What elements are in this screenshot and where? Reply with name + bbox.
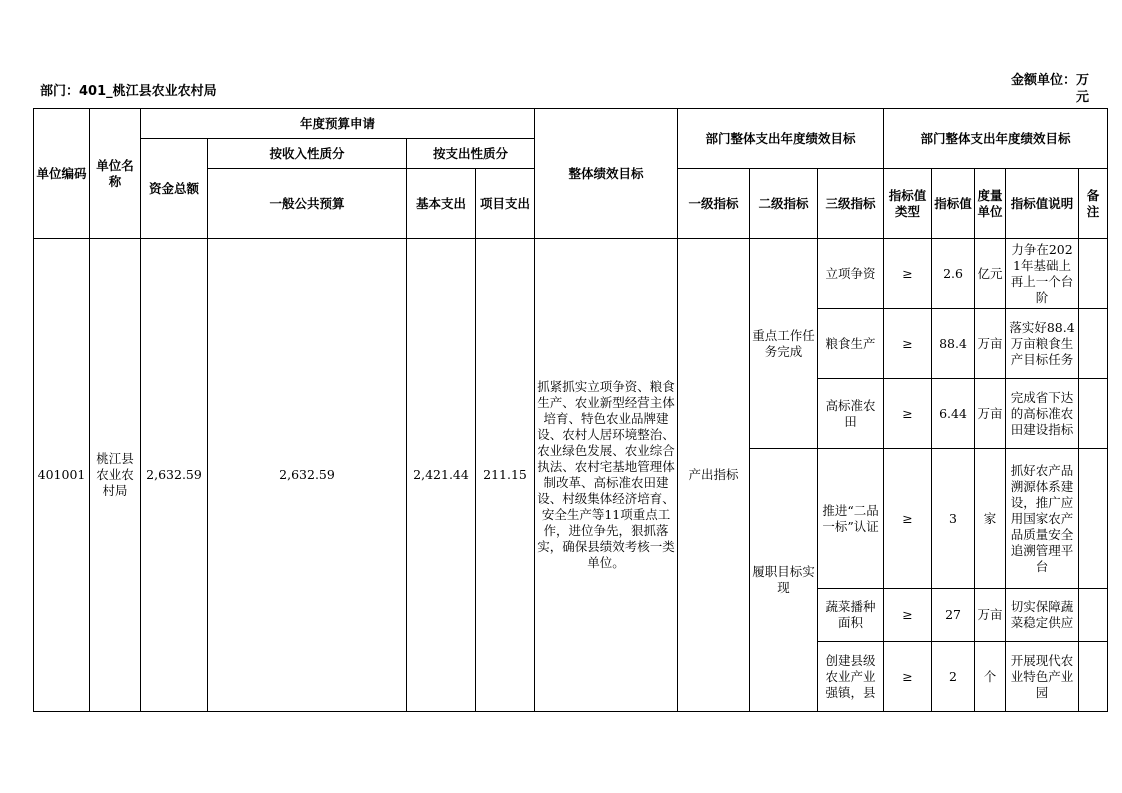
col-level1: 一级指标	[678, 169, 750, 239]
project-expense-cell: 211.15	[476, 239, 535, 712]
indicator-value: 2	[932, 642, 975, 712]
unit-name-cell: 桃江县农业农村局	[90, 239, 141, 712]
indicator-type: ≥	[884, 449, 932, 589]
indicator-type: ≥	[884, 589, 932, 642]
col-general-budget: 一般公共预算	[208, 169, 407, 239]
indicator-unit: 万亩	[975, 309, 1006, 379]
col-annual-budget: 年度预算申请	[141, 109, 535, 139]
amount-unit-label: 金额单位：万元	[1010, 73, 1089, 105]
indicator-name: 创建县级农业产业强镇，县	[818, 642, 884, 712]
indicator-unit: 个	[975, 642, 1006, 712]
indicator-type: ≥	[884, 379, 932, 449]
indicator-desc: 完成省下达的高标准农田建设指标	[1006, 379, 1079, 449]
col-dept-goal-1: 部门整体支出年度绩效目标	[678, 109, 884, 169]
indicator-unit: 万亩	[975, 589, 1006, 642]
col-remark: 备注	[1079, 169, 1108, 239]
col-by-expense: 按支出性质分	[407, 139, 535, 169]
table-row	[34, 239, 1108, 309]
indicator-name: 高标准农田	[818, 379, 884, 449]
col-dept-goal-2: 部门整体支出年度绩效目标	[884, 109, 1108, 169]
col-indicator-type: 指标值类型	[884, 169, 932, 239]
level1-cell: 产出指标	[678, 239, 750, 712]
basic-expense-cell: 2,421.44	[407, 239, 476, 712]
indicator-desc: 抓好农产品溯源体系建设，推广应用国家农产品质量安全追溯管理平台	[1006, 449, 1079, 589]
level2-cell-key-tasks: 重点工作任务完成	[750, 239, 818, 449]
indicator-value: 2.6	[932, 239, 975, 309]
indicator-name: 粮食生产	[818, 309, 884, 379]
indicator-desc: 力争在2021年基础上再上一个台阶	[1006, 239, 1079, 309]
col-measure-unit: 度量单位	[975, 169, 1006, 239]
indicator-desc: 切实保障蔬菜稳定供应	[1006, 589, 1079, 642]
indicator-name: 推进“二品一标”认证	[818, 449, 884, 589]
indicator-unit: 亿元	[975, 239, 1006, 309]
indicator-value: 88.4	[932, 309, 975, 379]
department-label: 部门：401_桃江县农业农村局	[40, 84, 217, 99]
indicator-remark	[1079, 309, 1108, 379]
indicator-remark	[1079, 589, 1108, 642]
level2-cell-duties: 履职目标实现	[750, 449, 818, 712]
col-level2: 二级指标	[750, 169, 818, 239]
indicator-type: ≥	[884, 239, 932, 309]
col-overall-goal: 整体绩效目标	[535, 109, 678, 239]
overall-goal-cell: 抓紧抓实立项争资、粮食生产、农业新型经营主体培育、特色农业品牌建设、农村人居环境整治、农业绿色发展、农业综合执法、农村宅基地管理体制改革、高标准农田建设、村级集体经济培育、安全生产等11项重点工作，进位争先，狠抓落实，确保县绩效考核一类单位。	[535, 239, 678, 712]
indicator-remark	[1079, 379, 1108, 449]
indicator-unit: 万亩	[975, 379, 1006, 449]
indicator-desc: 开展现代农业特色产业园	[1006, 642, 1079, 712]
performance-table	[33, 108, 1108, 712]
col-indicator-value: 指标值	[932, 169, 975, 239]
general-budget-cell: 2,632.59	[208, 239, 407, 712]
indicator-desc: 落实好88.4万亩粮食生产目标任务	[1006, 309, 1079, 379]
col-project-expense: 项目支出	[476, 169, 535, 239]
indicator-name: 立项争资	[818, 239, 884, 309]
col-basic-expense: 基本支出	[407, 169, 476, 239]
total-funds-cell: 2,632.59	[141, 239, 208, 712]
indicator-value: 27	[932, 589, 975, 642]
indicator-value: 6.44	[932, 379, 975, 449]
col-unit-code: 单位编码	[34, 109, 90, 239]
indicator-name: 蔬菜播种面积	[818, 589, 884, 642]
indicator-type: ≥	[884, 309, 932, 379]
header-row-1	[34, 109, 1108, 139]
indicator-value: 3	[932, 449, 975, 589]
unit-code-cell: 401001	[34, 239, 90, 712]
col-level3: 三级指标	[818, 169, 884, 239]
indicator-remark	[1079, 239, 1108, 309]
indicator-type: ≥	[884, 642, 932, 712]
col-unit-name: 单位名称	[90, 109, 141, 239]
indicator-remark	[1079, 642, 1108, 712]
col-by-income: 按收入性质分	[208, 139, 407, 169]
col-total-funds: 资金总额	[141, 139, 208, 239]
indicator-unit: 家	[975, 449, 1006, 589]
indicator-remark	[1079, 449, 1108, 589]
col-value-desc: 指标值说明	[1006, 169, 1079, 239]
